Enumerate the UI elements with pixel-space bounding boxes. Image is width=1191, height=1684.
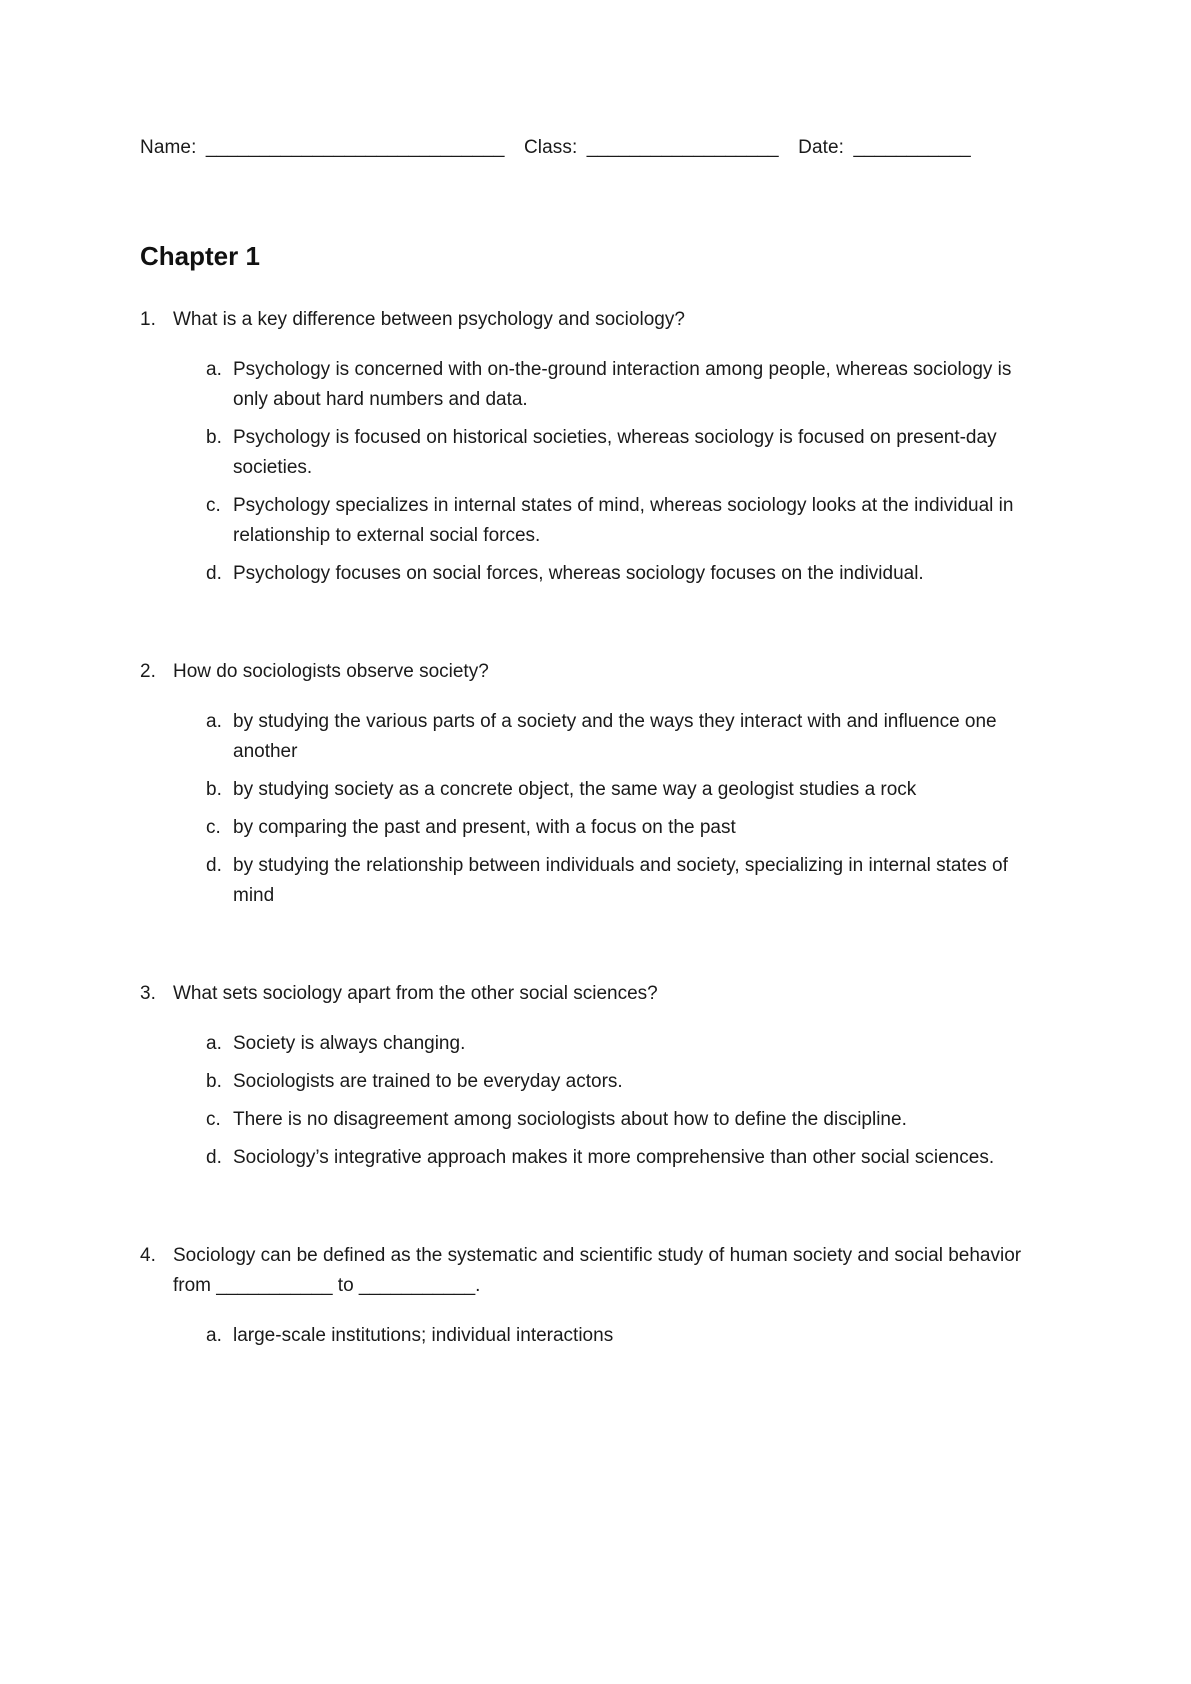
option-c xyxy=(140,813,1051,843)
questions-list xyxy=(140,305,1051,1351)
option-text: Sociology’s integrative approach makes it more comprehensive than other social sciences. xyxy=(233,1147,995,1168)
question-text: How do sociologists observe society? xyxy=(173,661,489,682)
option-d xyxy=(140,851,1051,911)
option-text: by studying society as a concrete object, the same way a geologist studies a rock xyxy=(233,779,917,800)
name-label: Name: xyxy=(140,137,197,158)
question-text: Sociology can be defined as the systematic and scientific study of human society and social behavior from ___________ to ___________. xyxy=(173,1245,1022,1296)
option-b xyxy=(140,1067,1051,1097)
option-text: Psychology is concerned with on-the-ground interaction among people, whereas sociology is only about hard numbers and data. xyxy=(233,359,1012,410)
chapter-title: Chapter 1 xyxy=(140,241,260,271)
class-label: Class: xyxy=(523,137,578,158)
question-number: 4. xyxy=(140,1245,156,1266)
option-d xyxy=(140,559,1051,589)
option-text: Psychology focuses on social forces, whereas sociology focuses on the individual. xyxy=(233,563,924,584)
option-letter: c. xyxy=(206,817,221,838)
options-list xyxy=(140,707,1051,911)
question-3 xyxy=(140,979,1051,1173)
question-head xyxy=(140,305,1051,335)
option-text: by comparing the past and present, with a focus on the past xyxy=(233,817,736,838)
date-label: Date: xyxy=(798,137,845,158)
option-text: by studying the various parts of a society and the ways they interact with and influence one another xyxy=(233,711,997,762)
option-letter: d. xyxy=(206,1147,222,1168)
option-text: There is no disagreement among sociologists about how to define the discipline. xyxy=(233,1109,907,1130)
name-class-date-line xyxy=(140,133,1051,163)
option-text: Sociologists are trained to be everyday actors. xyxy=(233,1071,623,1092)
question-head xyxy=(140,979,1051,1009)
option-d xyxy=(140,1143,1051,1173)
question-number: 1. xyxy=(140,309,156,330)
option-text: Psychology is focused on historical societies, whereas sociology is focused on present-day societies. xyxy=(233,427,997,478)
question-number: 3. xyxy=(140,983,156,1004)
option-a xyxy=(140,355,1051,415)
option-b xyxy=(140,423,1051,483)
option-text: large-scale institutions; individual interactions xyxy=(233,1325,614,1346)
date-blank: ___________ xyxy=(853,137,971,158)
option-letter: a. xyxy=(206,1033,222,1054)
option-letter: c. xyxy=(206,1109,221,1130)
question-head xyxy=(140,657,1051,687)
question-head xyxy=(140,1241,1051,1301)
option-letter: d. xyxy=(206,563,222,584)
option-text: Psychology specializes in internal states of mind, whereas sociology looks at the individual in relationship to external social forces. xyxy=(233,495,1014,546)
option-a xyxy=(140,707,1051,767)
question-text: What is a key difference between psychology and sociology? xyxy=(173,309,685,330)
question-number: 2. xyxy=(140,661,156,682)
option-b xyxy=(140,775,1051,805)
option-a xyxy=(140,1029,1051,1059)
options-list xyxy=(140,1321,1051,1351)
option-text: by studying the relationship between individuals and society, specializing in internal states of mind xyxy=(233,855,1008,906)
question-1 xyxy=(140,305,1051,589)
option-letter: b. xyxy=(206,779,222,800)
name-blank: ____________________________ xyxy=(205,137,505,158)
question-text: What sets sociology apart from the other social sciences? xyxy=(173,983,658,1004)
class-blank: __________________ xyxy=(586,137,779,158)
question-2 xyxy=(140,657,1051,911)
option-letter: a. xyxy=(206,359,222,380)
option-c xyxy=(140,1105,1051,1135)
option-letter: c. xyxy=(206,495,221,516)
option-text: Society is always changing. xyxy=(233,1033,466,1054)
option-a xyxy=(140,1321,1051,1351)
option-letter: d. xyxy=(206,855,222,876)
option-c xyxy=(140,491,1051,551)
option-letter: a. xyxy=(206,711,222,732)
options-list xyxy=(140,355,1051,589)
option-letter: b. xyxy=(206,427,222,448)
option-letter: b. xyxy=(206,1071,222,1092)
options-list xyxy=(140,1029,1051,1173)
question-4 xyxy=(140,1241,1051,1351)
option-letter: a. xyxy=(206,1325,222,1346)
